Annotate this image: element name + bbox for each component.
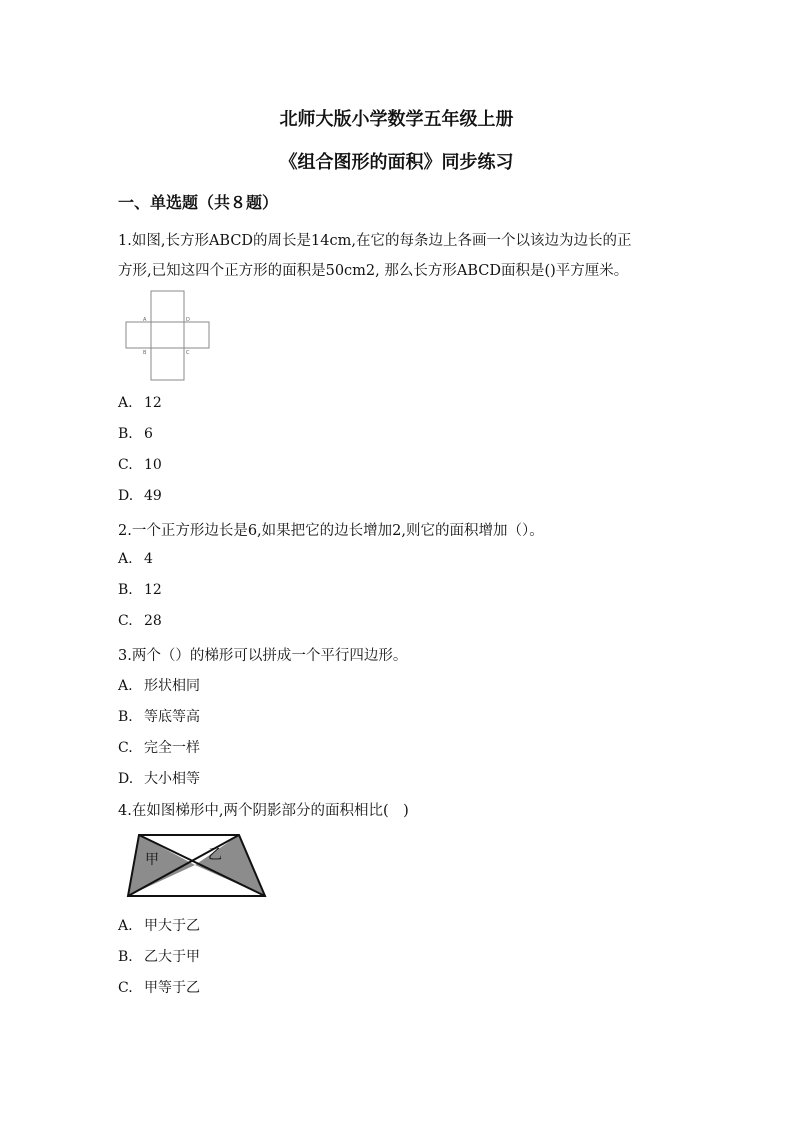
- option-letter: A.: [118, 551, 133, 567]
- option-text: 4: [144, 551, 153, 567]
- question-4-option-c[interactable]: [118, 977, 200, 997]
- question-3-option-c[interactable]: [118, 737, 200, 757]
- question-4-figure: [124, 829, 270, 901]
- question-4-stem: 4.在如图梯形中,两个阴影部分的面积相比( ): [118, 803, 409, 819]
- page-title: 北师大版小学数学五年级上册: [279, 109, 514, 130]
- bottom-square: [151, 348, 184, 380]
- option-letter: A.: [118, 395, 133, 411]
- option-letter: C.: [118, 980, 133, 996]
- question-2-option-c[interactable]: [118, 613, 162, 629]
- option-letter: D.: [118, 488, 134, 504]
- label-a: A: [143, 317, 147, 323]
- option-text: 12: [144, 582, 162, 598]
- option-text: 12: [144, 395, 162, 411]
- question-3-option-a[interactable]: [118, 675, 200, 695]
- option-letter: B.: [118, 426, 133, 442]
- page-subtitle: 《组合图形的面积》同步练习: [279, 152, 514, 173]
- option-letter: C.: [118, 613, 133, 629]
- label-jia: 甲: [145, 852, 159, 868]
- question-1-figure: [124, 290, 212, 382]
- option-text: 形状相同: [144, 678, 200, 694]
- option-text: 等底等高: [144, 709, 200, 725]
- option-text: 甲等于乙: [144, 980, 200, 996]
- option-letter: B.: [118, 582, 133, 598]
- question-2-option-b[interactable]: [118, 582, 162, 598]
- question-1-option-c[interactable]: [118, 457, 162, 473]
- section-heading: 一、单选题（共８题）: [118, 193, 279, 212]
- label-b: B: [143, 350, 147, 356]
- option-letter: D.: [118, 771, 134, 787]
- label-yi: 乙: [208, 847, 222, 863]
- option-letter: A.: [118, 678, 133, 694]
- option-letter: B.: [118, 709, 133, 725]
- label-d: D: [186, 317, 190, 323]
- question-1-option-b[interactable]: [118, 426, 153, 442]
- question-4-option-a[interactable]: [118, 915, 200, 935]
- question-3-option-b[interactable]: [118, 706, 200, 726]
- right-square: [184, 322, 209, 348]
- option-letter: B.: [118, 949, 133, 965]
- shaded-region-yi: [195, 835, 265, 896]
- option-text: 甲大于乙: [144, 918, 200, 934]
- option-letter: C.: [118, 740, 133, 756]
- left-square: [126, 322, 151, 348]
- rectangle-abcd: [151, 322, 184, 348]
- question-2-option-a[interactable]: [118, 551, 153, 567]
- question-1-option-a[interactable]: [118, 395, 162, 411]
- question-3-stem: 3.两个（）的梯形可以拼成一个平行四边形。: [118, 648, 408, 664]
- option-text: 49: [144, 488, 162, 504]
- option-text: 6: [144, 426, 153, 442]
- question-4-option-b[interactable]: [118, 946, 200, 966]
- question-1-stem-line-1: 1.如图,长方形ABCD的周长是14cm,在它的每条边上各画一个以该边为边长的正: [118, 233, 632, 249]
- question-2-stem: 2.一个正方形边长是6,如果把它的边长增加2,则它的面积增加（）。: [118, 523, 544, 539]
- top-square: [151, 291, 184, 322]
- question-1-stem-line-2: 方形,已知这四个正方形的面积是50cm2, 那么长方形ABCD面积是()平方厘米。: [118, 263, 629, 279]
- label-c: C: [186, 350, 190, 356]
- option-letter: A.: [118, 918, 133, 934]
- question-3-option-d[interactable]: [118, 768, 200, 788]
- option-letter: C.: [118, 457, 133, 473]
- option-text: 大小相等: [144, 771, 200, 787]
- option-text: 完全一样: [144, 740, 200, 756]
- option-text: 乙大于甲: [144, 949, 200, 965]
- option-text: 28: [144, 613, 162, 629]
- option-text: 10: [144, 457, 162, 473]
- question-1-option-d[interactable]: [118, 488, 162, 504]
